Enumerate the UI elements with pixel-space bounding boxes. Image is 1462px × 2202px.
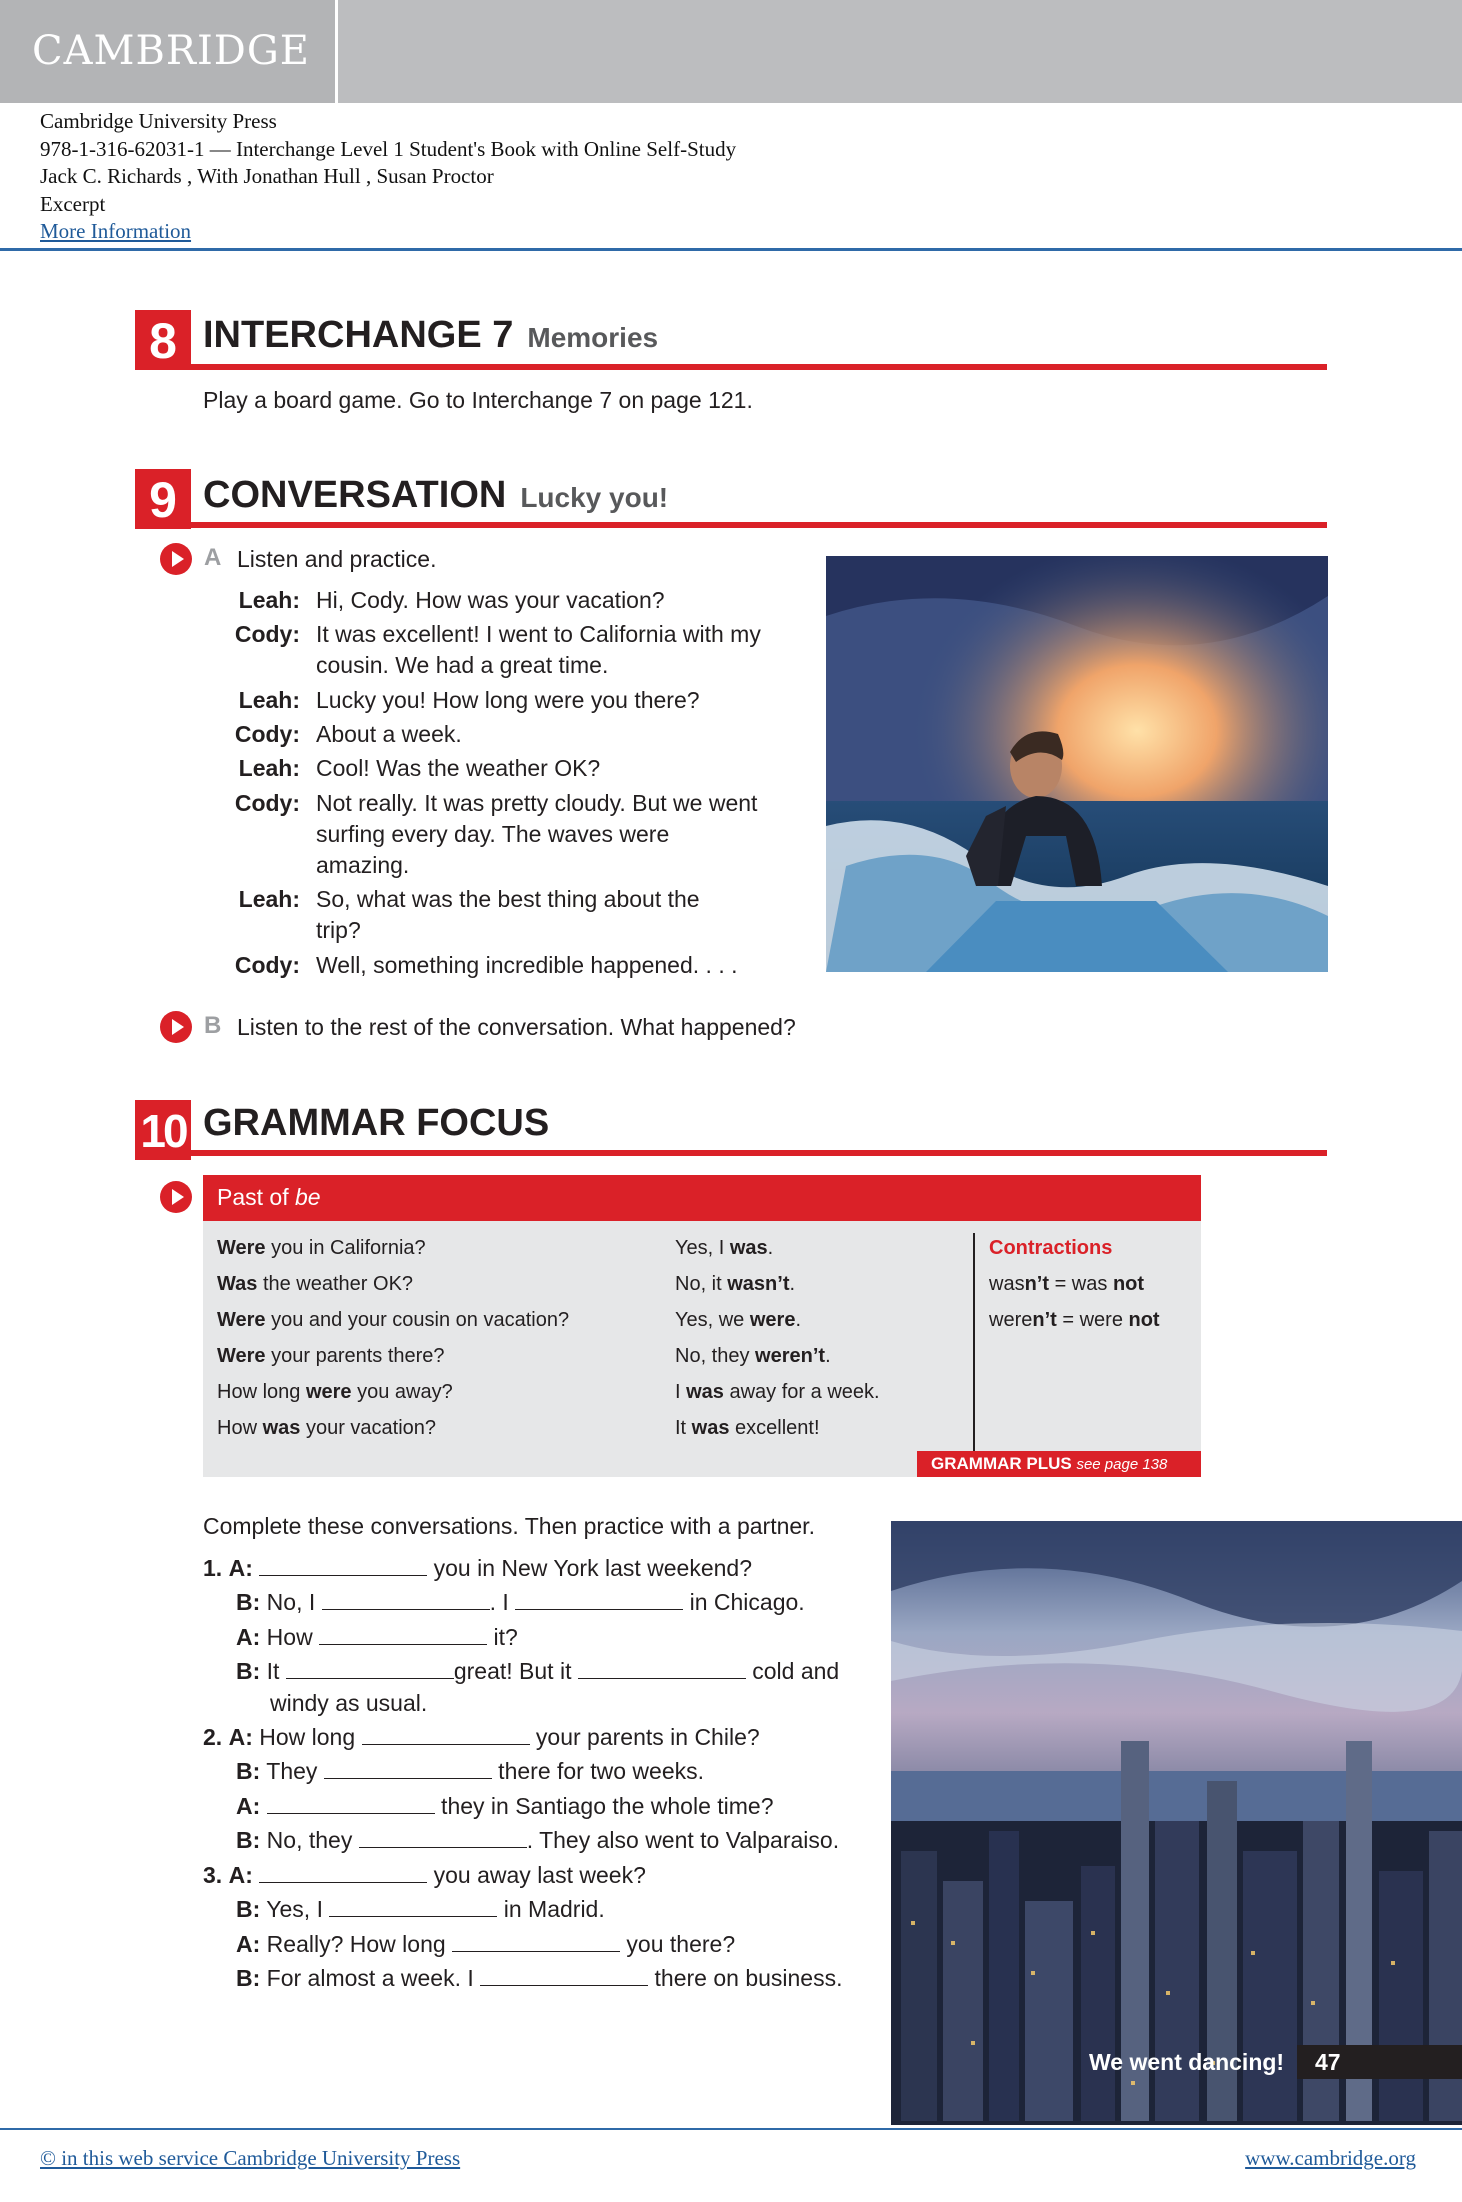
speech-text: Hi, Cody. How was your vacation?: [316, 587, 665, 613]
section-title-conversation: [203, 474, 668, 517]
header-bar: [0, 0, 1462, 103]
exercise-line: 1. A: you in New York last weekend?: [203, 1555, 753, 1581]
answer-blank[interactable]: [452, 1932, 620, 1952]
answer-blank[interactable]: [578, 1659, 746, 1679]
audio-play-icon[interactable]: [160, 1181, 192, 1213]
book-metadata: [40, 108, 736, 246]
grammar-question: Was the weather OK?: [217, 1273, 414, 1295]
speaker-name: Cody:: [234, 621, 300, 647]
footer-rule: [0, 2128, 1462, 2130]
answer-blank[interactable]: [480, 1966, 648, 1986]
grammar-answer: No, they weren’t.: [675, 1345, 831, 1367]
audio-play-icon[interactable]: [160, 543, 192, 575]
section-title-text: CONVERSATION: [203, 474, 507, 516]
grammar-box-header: [203, 1175, 1201, 1221]
speaker-name: Leah:: [238, 755, 300, 781]
part-b-instruction: Listen to the rest of the conversation. What happened?: [237, 1014, 796, 1040]
answer-blank[interactable]: [359, 1828, 527, 1848]
grammar-plus-tag[interactable]: GRAMMAR PLUS see page 138: [917, 1451, 1201, 1477]
excerpt-line: Excerpt: [40, 191, 106, 216]
speech-text: About a week.: [316, 721, 462, 747]
header-rule: [0, 248, 1462, 251]
exercise-line: A: How it?: [236, 1624, 518, 1650]
exercise-line: B: Yes, I in Madrid.: [236, 1896, 605, 1922]
exercise-line: 3. A: you away last week?: [203, 1862, 646, 1888]
grammar-answer: Yes, I was.: [675, 1237, 774, 1259]
page-number: 47: [1315, 2049, 1341, 2075]
grammar-answer: No, it wasn’t.: [675, 1273, 796, 1295]
speech-text: So, what was the best thing about the trip?: [316, 886, 700, 943]
exercise-line: B: They there for two weeks.: [236, 1758, 704, 1784]
grammar-answer: I was away for a week.: [675, 1381, 880, 1403]
exercise-instruction: Complete these conversations. Then practice with a partner.: [203, 1513, 815, 1539]
section-subtitle: Memories: [527, 322, 659, 353]
answer-blank[interactable]: [322, 1590, 490, 1610]
grammar-answer: Yes, we were.: [675, 1309, 802, 1331]
section-rule: [191, 364, 1327, 370]
speaker-name: Cody:: [234, 721, 300, 747]
exercise-line: B: No, they . They also went to Valparaiso.: [236, 1827, 840, 1853]
grammar-divider: [973, 1233, 975, 1451]
speaker-name: Cody:: [234, 952, 300, 978]
part-a-instruction: Listen and practice.: [237, 546, 437, 572]
answer-blank[interactable]: [515, 1590, 683, 1610]
section-rule: [191, 522, 1327, 528]
speech-text: Cool! Was the weather OK?: [316, 755, 601, 781]
part-letter-b: B: [204, 1012, 222, 1039]
section-number-8: 8: [135, 310, 191, 370]
contractions-title: Contractions: [989, 1237, 1113, 1259]
surfer-photo: [826, 556, 1328, 972]
section-subtitle: Lucky you!: [520, 482, 669, 513]
authors-line: Jack C. Richards , With Jonathan Hull , Susan Proctor: [40, 164, 494, 188]
exercise-line: 2. A: How long your parents in Chile?: [203, 1724, 760, 1750]
speaker-name: Leah:: [238, 587, 300, 613]
answer-blank[interactable]: [324, 1759, 492, 1779]
grammar-question: Were your parents there?: [217, 1345, 445, 1367]
section-rule: [191, 1150, 1327, 1156]
part-letter-a: A: [204, 544, 222, 571]
exercise-line: B: For almost a week. I there on business.: [236, 1965, 843, 1991]
unit-title: We went dancing!: [1089, 2049, 1285, 2075]
logo-text: CAMBRIDGE: [32, 28, 310, 74]
publisher-line: Cambridge University Press: [40, 109, 277, 133]
contraction-item: wasn’t = was not: [989, 1273, 1145, 1295]
speech-text: It was excellent! I went to California with my cousin. We had a great time.: [316, 621, 761, 678]
city-photo-illustration: [891, 1521, 1462, 2125]
section-number-9: 9: [135, 469, 191, 529]
grammar-question: Were you in California?: [217, 1237, 426, 1259]
copyright-link[interactable]: © in this web service Cambridge University Press: [40, 2146, 461, 2170]
grammar-question: Were you and your cousin on vacation?: [217, 1309, 570, 1331]
answer-blank[interactable]: [362, 1725, 530, 1745]
website-link[interactable]: www.cambridge.org: [1245, 2146, 1416, 2170]
section-title-interchange: [203, 314, 658, 357]
isbn-title-line: 978-1-316-62031-1 — Interchange Level 1 Student's Book with Online Self-Study: [40, 136, 737, 161]
speaker-name: Leah:: [238, 687, 300, 713]
section-number-10: 10: [135, 1100, 191, 1160]
exercise-line: A: Really? How long you there?: [236, 1931, 736, 1957]
section-title-text: INTERCHANGE 7: [203, 314, 514, 356]
speaker-name: Leah:: [238, 886, 300, 912]
answer-blank[interactable]: [329, 1897, 497, 1917]
section-title-grammar: GRAMMAR FOCUS: [203, 1102, 550, 1144]
grammar-question: How was your vacation?: [217, 1417, 437, 1439]
speech-text: Lucky you! How long were you there?: [316, 687, 700, 713]
answer-blank[interactable]: [267, 1794, 435, 1814]
contraction-item: weren’t = were not: [989, 1309, 1160, 1331]
exercise-line: A: they in Santiago the whole time?: [236, 1793, 774, 1819]
grammar-question: How long were you away?: [217, 1381, 453, 1403]
answer-blank[interactable]: [259, 1556, 427, 1576]
cambridge-logo: [0, 0, 338, 103]
speaker-name: Cody:: [234, 790, 300, 816]
grammar-answer: It was excellent!: [675, 1417, 820, 1439]
answer-blank[interactable]: [259, 1863, 427, 1883]
exercise-line: B: It great! But it cold and: [236, 1658, 840, 1684]
grammar-box-title: Past of be: [217, 1184, 321, 1210]
speech-text: Not really. It was pretty cloudy. But we went surfing every day. The waves were amazing.: [316, 790, 758, 878]
answer-blank[interactable]: [286, 1659, 454, 1679]
exercise-line: windy as usual.: [270, 1690, 428, 1716]
speech-text: Well, something incredible happened. . . .: [316, 952, 738, 978]
audio-play-icon[interactable]: [160, 1011, 192, 1043]
city-skyline-photo: [891, 1521, 1462, 2125]
interchange-instruction: Play a board game. Go to Interchange 7 on page 121.: [203, 387, 753, 413]
more-information-link[interactable]: More Information: [40, 219, 192, 243]
answer-blank[interactable]: [319, 1625, 487, 1645]
surfer-photo-illustration: [826, 556, 1328, 972]
exercise-line: B: No, I . I in Chicago.: [236, 1589, 805, 1615]
